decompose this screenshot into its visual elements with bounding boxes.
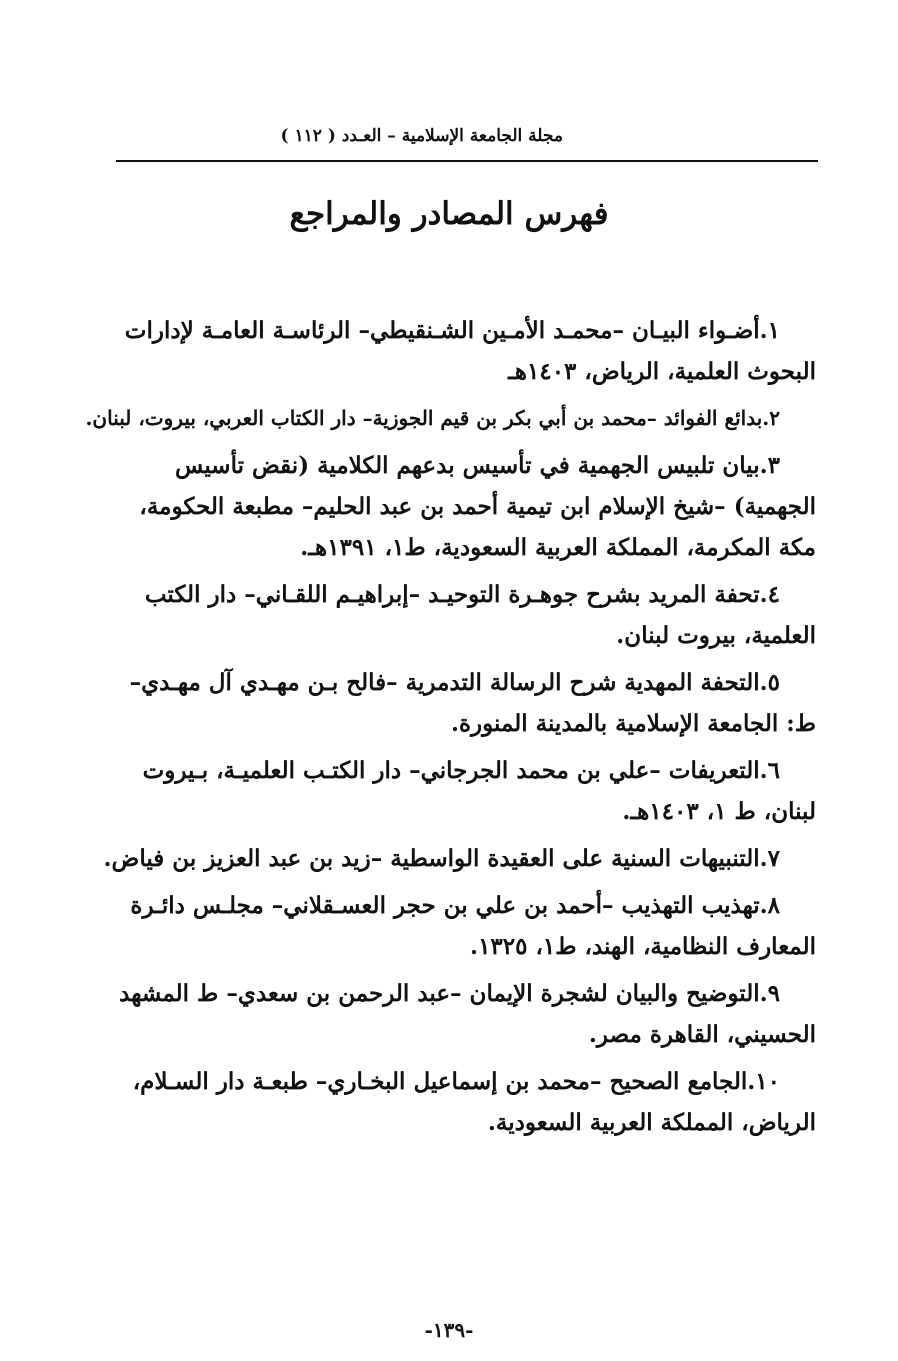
reference-line: ٩.التوضيح والبيان لشجرة الإيمان –عبد الرحمن بن سعدي– ط المشهد — [119, 980, 780, 1007]
reference-line: الجهمية) –شيخ الإسلام ابن تيمية أحمد بن عبد الحليم– مطبعة الحكومة، — [139, 493, 816, 520]
reference-line: ٧.التنبيهات السنية على العقيدة الواسطية –زيد بن عبد العزيز بن فياض. — [103, 845, 780, 872]
reference-item — [116, 885, 816, 967]
reference-item — [103, 838, 816, 879]
reference-line: ١٠.الجامع الصحيح –محمد بن إسماعيل البخـاري– طبعـة دار السـلام، — [132, 1068, 780, 1095]
reference-line: ط: الجامعة الإسلامية بالمدينة المنورة. — [450, 710, 816, 737]
reference-item — [116, 750, 816, 832]
reference-line: المعارف النظامية، الهند، ط١، ١٣٢٥. — [470, 933, 816, 960]
reference-item — [116, 310, 816, 392]
reference-item — [116, 445, 816, 568]
reference-line: الحسيني، القاهرة مصر. — [588, 1021, 816, 1048]
reference-line: ٨.تهذيب التهذيب –أحمد بن علي بن حجر العسـقلاني– مجلـس دائـرة — [130, 892, 780, 919]
header-divider — [116, 160, 818, 162]
reference-line: ٢.بدائع الفوائد –محمد بن أبي بكر بن قيم الجوزية– دار الكتاب العربي، بيروت، لبنان. — [85, 406, 780, 430]
references-list — [85, 310, 816, 1149]
reference-line: ٦.التعريفات –علي بن محمد الجرجاني– دار الكتـب العلميـة، بـيروت — [142, 757, 780, 784]
reference-line: ١.أضـواء البيـان –محمـد الأمـين الشـنقيطي– الرئاسـة العامـة لإدارات — [124, 317, 780, 344]
page-title: فهرس المصادر والمراجع — [289, 196, 609, 232]
reference-line: لبنان، ط ١، ١٤٠٣هـ. — [622, 798, 816, 825]
reference-item — [85, 398, 816, 439]
reference-line: الرياض، المملكة العربية السعودية. — [487, 1109, 816, 1136]
reference-item — [116, 1061, 816, 1143]
reference-line: ٤.تحفة المريد بشرح جوهـرة التوحيـد –إبراهيـم اللقـاني– دار الكتب — [144, 581, 780, 608]
reference-line: البحوث العلمية، الرياض، ١٤٠٣هـ — [508, 358, 816, 385]
reference-line: العلمية، بيروت لبنان. — [616, 622, 816, 649]
reference-item — [116, 973, 816, 1055]
page-number: -١٣٩- — [424, 1318, 474, 1342]
reference-line: مكة المكرمة، المملكة العربية السعودية، ط١، ١٣٩١هـ. — [300, 534, 816, 561]
reference-item — [116, 574, 816, 656]
reference-item — [116, 662, 816, 744]
reference-line: ٣.بيان تلبيس الجهمية في تأسيس بدعهم الكلامية (نقض تأسيس — [175, 452, 780, 479]
running-header: مجلة الجامعة الإسلامية – العـدد ( ١١٢ ) — [280, 126, 563, 146]
reference-line: ٥.التحفة المهدية شرح الرسالة التدمرية –فالح بـن مهـدي آل مهـدي– — [129, 669, 780, 696]
